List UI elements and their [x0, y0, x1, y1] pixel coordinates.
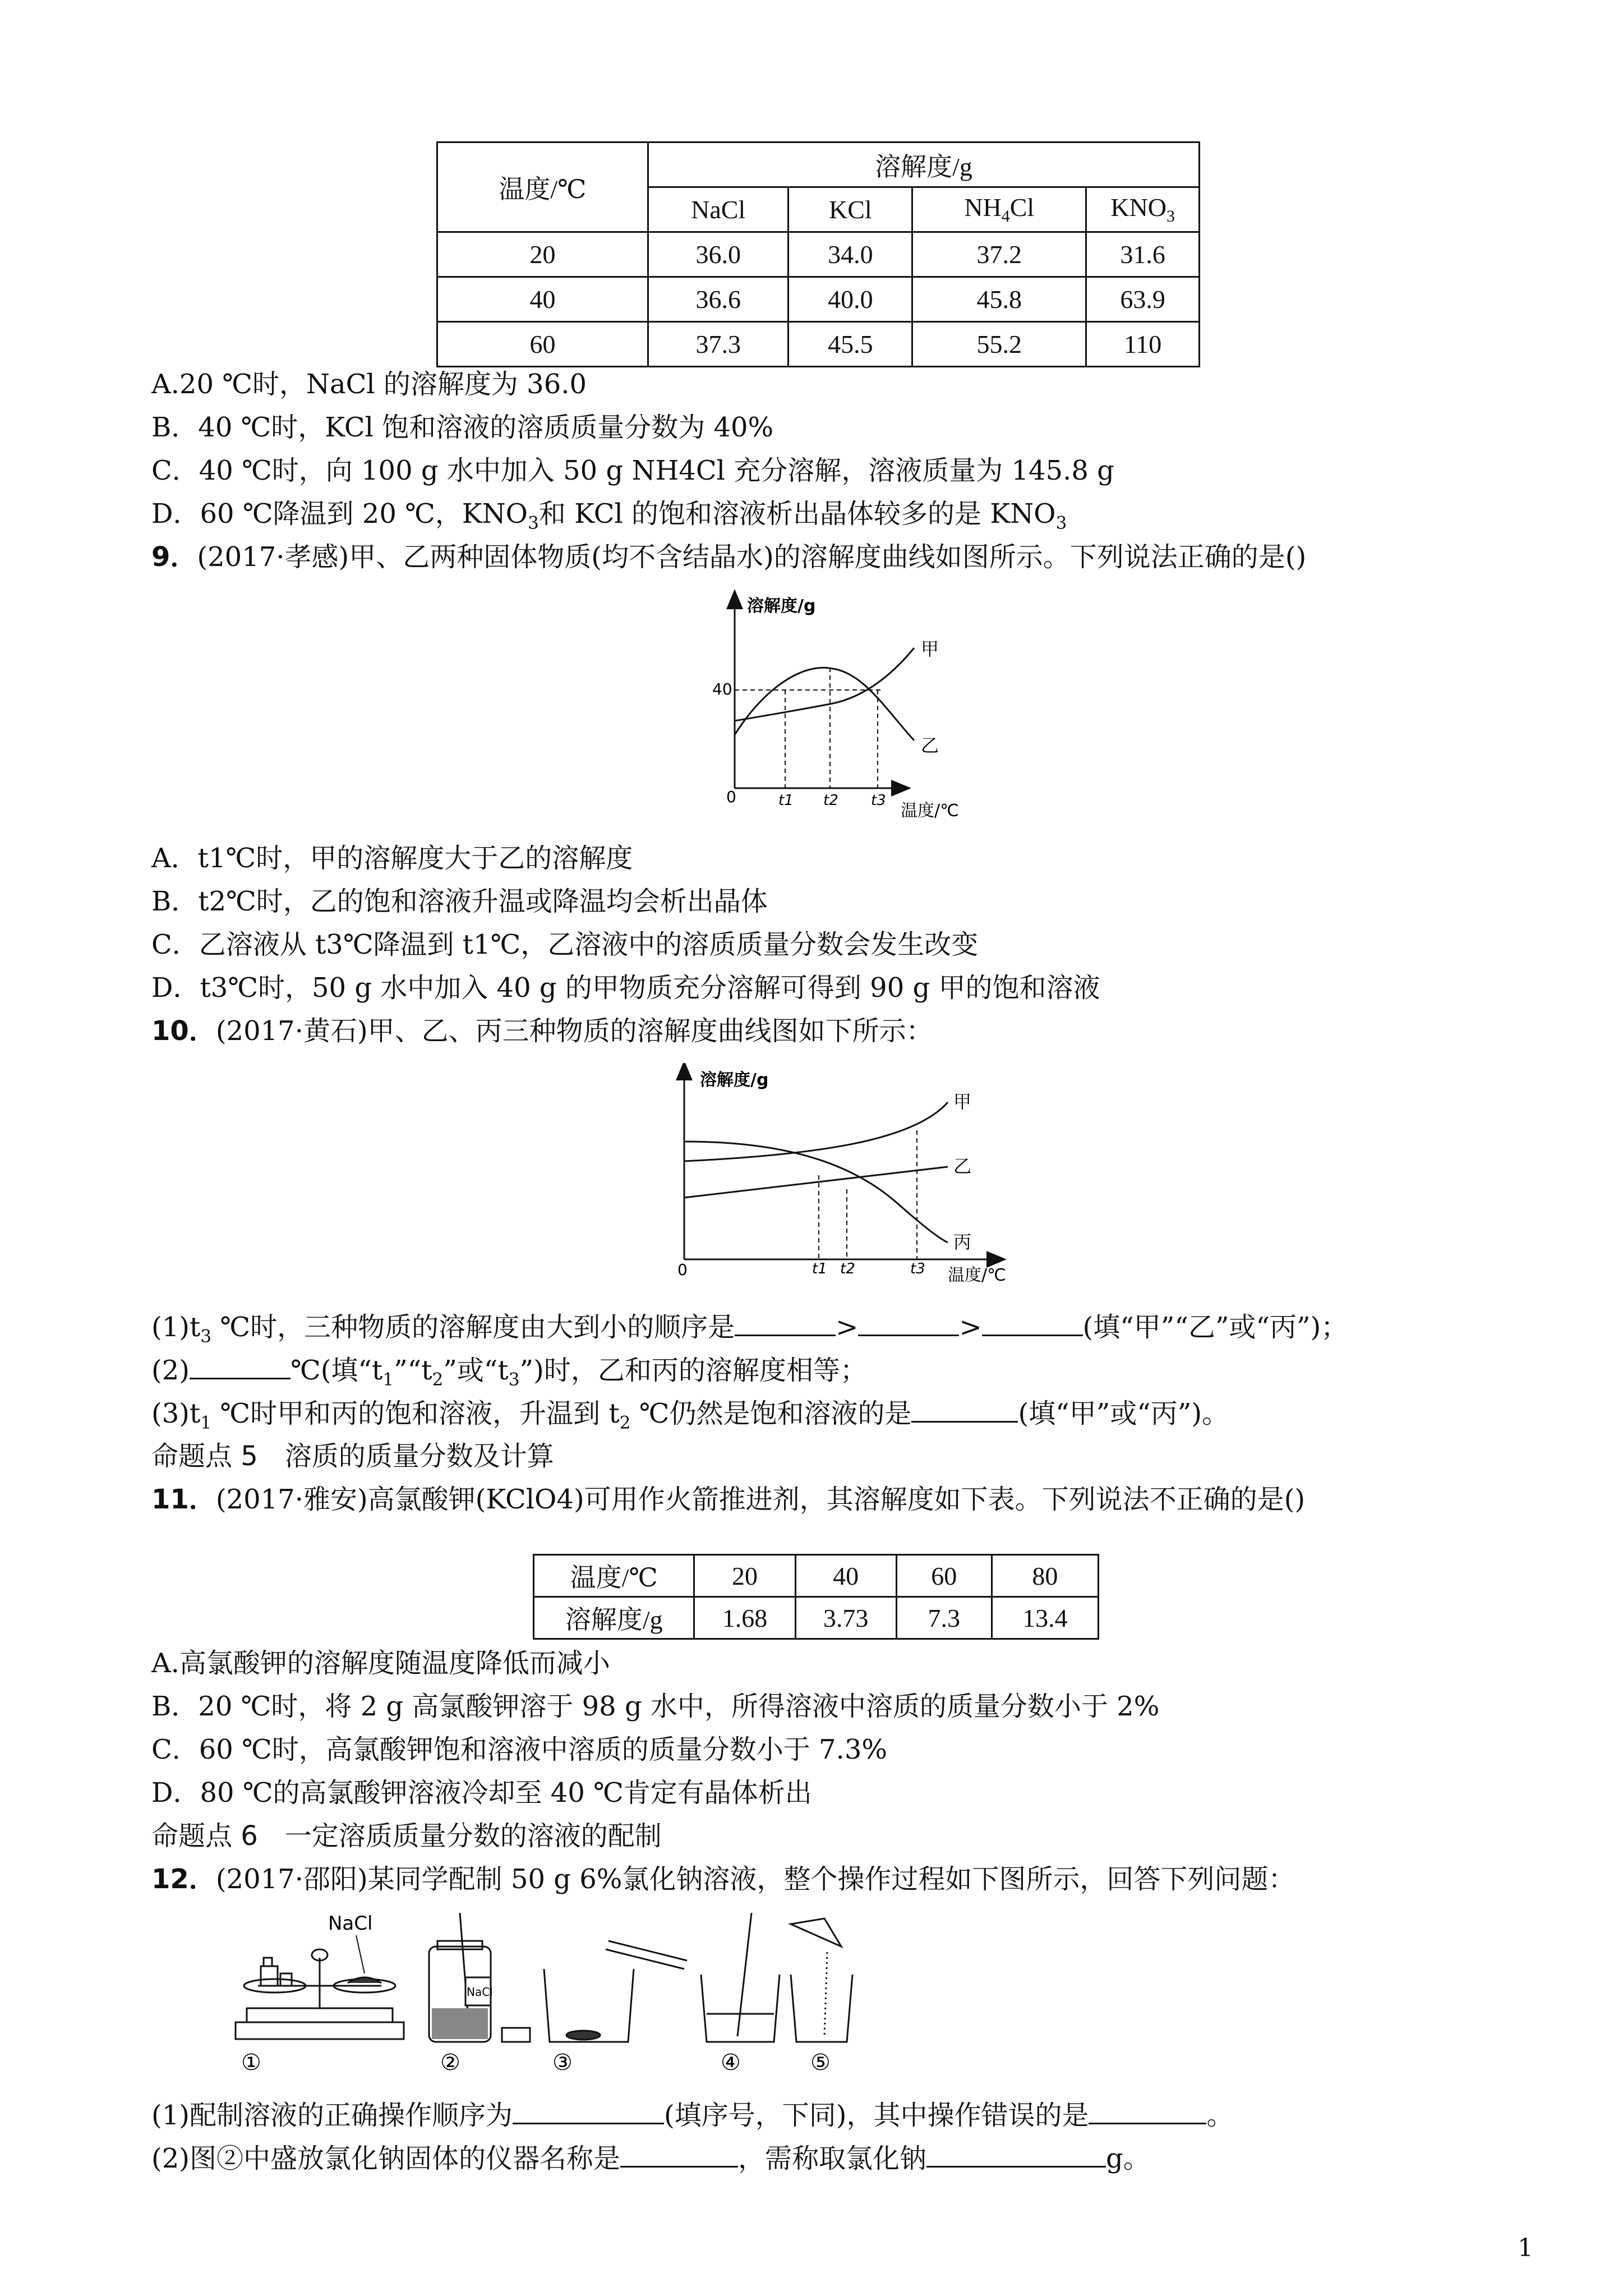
- topic-5-heading: 命题点 5 溶质的质量分数及计算: [151, 1441, 554, 1472]
- table-row: [437, 322, 1200, 367]
- table-cell: 55.2: [912, 322, 1086, 367]
- answer-blank[interactable]: [735, 1310, 836, 1336]
- q9-option-c: C．乙溶液从 t3℃降温到 t1℃，乙溶液中的溶质质量分数会发生改变: [151, 929, 979, 960]
- series-jia-label: 甲: [921, 638, 939, 660]
- table-cell: 45.8: [912, 277, 1086, 322]
- table-cell: 13.4: [992, 1597, 1098, 1639]
- table-cell: 40.0: [789, 277, 912, 322]
- answer-blank[interactable]: [858, 1310, 959, 1336]
- answer-blank[interactable]: [190, 1353, 291, 1379]
- pointer-line: [356, 1935, 365, 1973]
- nacl-label: NaCl: [328, 1912, 373, 1935]
- col-nh4cl: $NH_4Cl$: [912, 187, 1086, 232]
- col-nacl: NaCl: [648, 187, 789, 232]
- series-jia-curve: [684, 1102, 948, 1161]
- table-cell: 1.68: [694, 1597, 795, 1639]
- beaker-solid-illustration: [544, 1969, 634, 2042]
- series-bing-curve: [684, 1142, 948, 1243]
- answer-blank[interactable]: [926, 2141, 1106, 2168]
- q12-sub1: (1)配制溶液的正确操作顺序为 (填序号，下同)，其中操作错误的是 。: [151, 2098, 1233, 2132]
- pouring-illustration: [606, 1913, 780, 2042]
- bottle-label: NaCl: [467, 1985, 493, 1999]
- q9-stem: 9．(2017·孝感)甲、乙两种固体物质(均不含结晶水)的溶解度曲线如图所示。下列说法正确的是(): [151, 541, 1307, 573]
- table-cell: 40: [437, 277, 648, 322]
- x-axis-label: 温度/℃: [901, 801, 959, 821]
- table-cell: 36.6: [648, 277, 789, 322]
- series-yi-label: 乙: [921, 735, 939, 756]
- series-yi-label: 乙: [953, 1156, 972, 1177]
- table-corner: 温度/℃: [437, 142, 648, 232]
- q10-sub1: $(1)t_3$ ℃时，三种物质的溶解度由大到小的顺序是 > > (填“甲”“乙”或“丙”)；: [151, 1310, 1348, 1354]
- table-cell: 3.73: [795, 1597, 896, 1639]
- answer-blank[interactable]: [620, 2141, 738, 2168]
- series-jia-label: 甲: [953, 1091, 972, 1112]
- table-row: [437, 232, 1200, 277]
- q10-sub2: (2) ℃(填“$t_1”“t_2$”或“$t_3$”)时，乙和丙的溶解度相等；: [151, 1353, 867, 1397]
- balance-illustration: [236, 1949, 404, 2039]
- reagent-bottle-illustration: [429, 1913, 530, 2042]
- table-cell: 40: [795, 1555, 896, 1597]
- x-tick-t3: t3: [871, 792, 886, 809]
- x-tick-t1: t1: [778, 792, 794, 809]
- q9-solubility-chart: [712, 589, 993, 825]
- table-cell: 36.0: [648, 232, 789, 277]
- q8-option-c: C．40 ℃时，向 100 g 水中加入 50 g NH4Cl 充分溶解，溶液质量为 145.8 g: [151, 455, 1114, 486]
- answer-blank[interactable]: [982, 1310, 1083, 1336]
- q8-option-b: B．40 ℃时，KCl 饱和溶液的溶质质量分数为 40%: [151, 412, 774, 443]
- label-4: ④: [721, 2050, 741, 2076]
- table-cell: 温度/℃: [534, 1555, 694, 1597]
- series-yi-curve: [684, 1167, 948, 1198]
- table-cell: 60: [437, 322, 648, 367]
- table-cell: 63.9: [1086, 277, 1200, 322]
- q10-solubility-chart: [662, 1063, 1032, 1299]
- x-tick-t3: t3: [910, 1260, 925, 1277]
- solubility-table: [436, 141, 1200, 367]
- col-kcl: KCl: [789, 187, 912, 232]
- q9-option-a: A．t1℃时，甲的溶解度大于乙的溶解度: [151, 843, 633, 874]
- q12-sub2: (2)图②中盛放氯化钠固体的仪器名称是 ，需称取氯化钠 g。: [151, 2141, 1150, 2175]
- table-row: [534, 1597, 1099, 1639]
- q11-option-b: B．20 ℃时，将 2 g 高氯酸钾溶于 98 g 水中，所得溶液中溶质的质量分数小于 2%: [151, 1691, 1160, 1722]
- table-row: [437, 277, 1200, 322]
- series-bing-label: 丙: [953, 1231, 972, 1253]
- table-cell: 20: [437, 232, 648, 277]
- q8-option-d: D．60 ℃降温到 20 ℃，$KNO_3$和 KCl 的饱和溶液析出晶体较多的是 $KNO_3$: [151, 498, 1067, 533]
- answer-blank[interactable]: [911, 1396, 1018, 1423]
- table-cell: 31.6: [1086, 232, 1200, 277]
- x-tick-t2: t2: [823, 792, 838, 809]
- q8-option-a: A.20 ℃时，NaCl 的溶解度为 36.0: [151, 369, 587, 400]
- q11-option-c: C．60 ℃时，高氯酸钾饱和溶液中溶质的质量分数小于 7.3%: [151, 1734, 887, 1765]
- col-kno3: $KNO_3$: [1086, 187, 1200, 232]
- x-axis-label: 温度/℃: [948, 1266, 1006, 1285]
- page-number: 1: [1518, 2234, 1533, 2262]
- table-cell: 20: [694, 1555, 795, 1597]
- origin-label: 0: [677, 1260, 688, 1279]
- origin-label: 0: [726, 788, 736, 806]
- transfer-illustration: [791, 1918, 852, 2042]
- answer-blank[interactable]: [1089, 2098, 1206, 2124]
- label-5: ⑤: [810, 2050, 831, 2076]
- table-cell: 34.0: [789, 232, 912, 277]
- series-yi-curve: [735, 668, 914, 740]
- kclo4-solubility-table: [533, 1554, 1099, 1640]
- table-cell: 45.5: [789, 322, 912, 367]
- solution-prep-diagram: [224, 1907, 925, 2076]
- label-1: ①: [241, 2050, 261, 2076]
- table-cell: 110: [1086, 322, 1200, 367]
- y-axis-label: 溶解度/g: [747, 596, 816, 616]
- label-3: ③: [552, 2050, 573, 2076]
- table-cell: 37.2: [912, 232, 1086, 277]
- table-header: 溶解度/g: [648, 142, 1199, 187]
- table-cell: 溶解度/g: [534, 1597, 694, 1639]
- q11-stem: 11．(2017·雅安)高氯酸钾(KClO4)可用作火箭推进剂，其溶解度如下表。下列说法不正确的是(): [151, 1484, 1306, 1515]
- table-row: [534, 1555, 1099, 1597]
- q11-option-a: A.高氯酸钾的溶解度随温度降低而减小: [151, 1648, 610, 1679]
- table-cell: 37.3: [648, 322, 789, 367]
- q11-option-d: D．80 ℃的高氯酸钾溶液冷却至 40 ℃肯定有晶体析出: [151, 1777, 812, 1809]
- y-tick-40: 40: [712, 680, 732, 698]
- q10-sub3: $(3)t_1$ ℃时甲和丙的饱和溶液，升温到 $t_2$ ℃仍然是饱和溶液的是 (填“甲”或“丙”)。: [151, 1396, 1229, 1440]
- label-2: ②: [440, 2050, 460, 2076]
- table-cell: 60: [896, 1555, 992, 1597]
- q9-option-d: D．t3℃时，50 g 水中加入 40 g 的甲物质充分溶解可得到 90 g 甲的饱和溶液: [151, 972, 1100, 1004]
- x-tick-t2: t2: [840, 1260, 855, 1277]
- q12-stem: 12．(2017·邵阳)某同学配制 50 g 6%氯化钠溶液，整个操作过程如下图所示，回答下列问题：: [151, 1864, 1295, 1895]
- answer-blank[interactable]: [513, 2098, 664, 2124]
- table-cell: 7.3: [896, 1597, 992, 1639]
- y-axis-label: 溶解度/g: [700, 1070, 769, 1090]
- x-tick-t1: t1: [812, 1260, 827, 1277]
- q9-option-b: B．t2℃时，乙的饱和溶液升温或降温均会析出晶体: [151, 886, 768, 917]
- table-cell: 80: [992, 1555, 1098, 1597]
- q10-stem: 10．(2017·黄石)甲、乙、丙三种物质的溶解度曲线图如下所示：: [151, 1015, 933, 1047]
- topic-6-heading: 命题点 6 一定溶质质量分数的溶液的配制: [151, 1820, 662, 1852]
